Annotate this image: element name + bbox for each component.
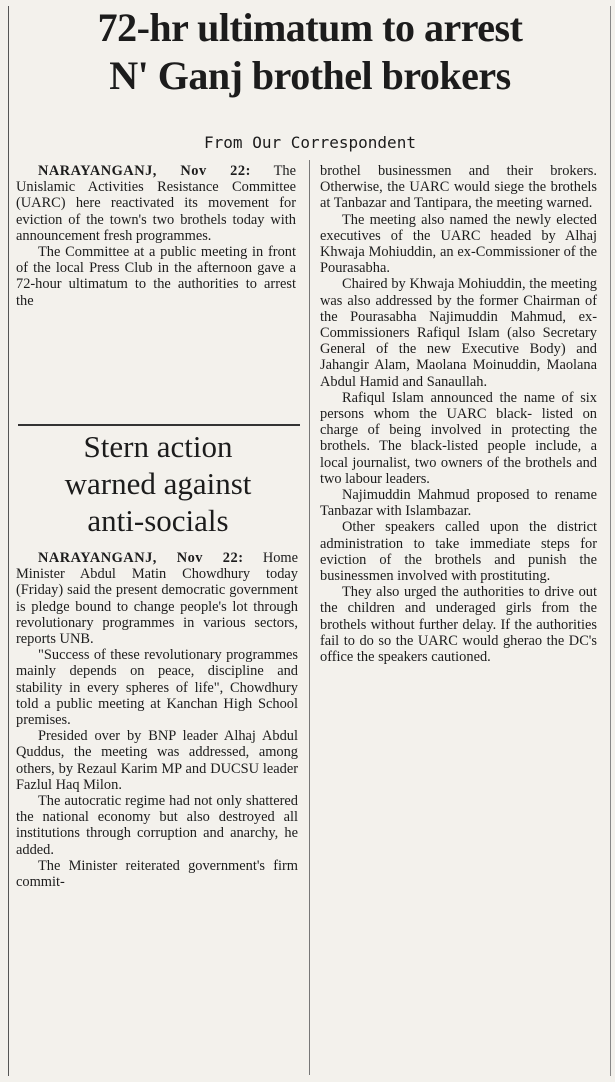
story1-paragraph-3: brothel businessmen and their brokers. Otherwise, the UARC would siege the brothels at Tanbazar and Tantipara, the meeting warned. [320,163,597,212]
main-headline [20,4,600,100]
main-headline-line2: N' Ganj brothel brokers [109,53,511,98]
story1-paragraph-5: Chaired by Khwaja Mohiuddin, the meeting was also addressed by the former Chairman of the Pourasabha Najimuddin Mahmud, ex-Commissioners Rafiqul Islam (also Secretary General of the new Executive Body) and Jahangir Alam, Maolana Moinuddin, Maolana Abdul Hamid and Sanaullah. [320,276,597,390]
story1-paragraph-8: Other speakers called upon the district administration to take immediate steps for eviction of the brothels and punish the businessmen involved with prostituting. [320,519,597,585]
column-divider [309,160,310,1075]
story1-paragraph-1 [16,163,296,244]
main-headline-line1: 72-hr ultimatum to arrest [97,5,523,50]
story1-paragraph-7: Najimuddin Mahmud proposed to rename Tanbazar with Islambazar. [320,487,597,520]
story2-headline-line2: warned against [64,466,252,501]
story-divider [18,424,300,426]
story1-paragraph-9: They also urged the authorities to drive out the children and underaged girls from the brothels without further delay. If the authorities fail to do so the UARC would gherao the DC's office the speakers cautioned. [320,584,597,666]
story2-paragraph-4: The autocratic regime had not only shattered the national economy but also destroyed all institutions through corruption and anarchy, he added. [16,793,298,858]
story1-column-right [320,163,597,665]
story1-column-left [16,163,296,309]
story1-paragraph-2: The Committee at a public meeting in front of the local Press Club in the afternoon gave a 72-hour ultimatum to the authorities to arrest the [16,244,296,309]
story2-headline-line1: Stern action [83,429,233,464]
story1-paragraph-4: The meeting also named the newly elected executives of the UARC headed by Alhaj Khwaja Mohiuddin, an ex-Commissioner of the Pourasabha. [320,211,597,277]
story2-paragraph-1 [16,550,298,647]
byline: From Our Correspondent [204,133,416,152]
story2-paragraph-2: "Success of these revolutionary programmes mainly depends on peace, discipline and stability in every spheres of life", Chowdhury told a public meeting at Kanchan High School premises. [16,647,298,729]
story1-paragraph-1-text: The Unislamic Activities Resistance Committee (UARC) here reactivated its movement for eviction of the town's two brothels today with announcement fresh programmes. [16,163,296,244]
left-border-rule [8,6,9,1076]
story1-dateline: NARAYANGANJ, Nov 22: [38,163,251,179]
story2-dateline: NARAYANGANJ, Nov 22: [38,550,244,566]
story2-headline-line3: anti-socials [87,503,229,538]
right-border-rule [610,6,611,1076]
story2-paragraph-1-text: Home Minister Abdul Matin Chowdhury today (Friday) said the present democratic government is pledge bound to change people's lot through revolutionary programmes in various sectors, reports UNB. [16,550,298,648]
story2-headline [18,428,298,539]
story2-paragraph-5: The Minister reiterated government's firm commit- [16,857,298,891]
story1-paragraph-6: Rafiqul Islam announced the name of six persons whom the UARC black- listed on charge of being involved in protecting the brothels. The black-listed people include, a local journalist, two owners of the brothels and two labour leaders. [320,389,597,487]
story2-column [16,550,298,890]
story2-paragraph-3: Presided over by BNP leader Alhaj Abdul Quddus, the meeting was addressed, among others, by Rezaul Karim MP and DUCSU leader Fazlul Haq Milon. [16,728,298,793]
